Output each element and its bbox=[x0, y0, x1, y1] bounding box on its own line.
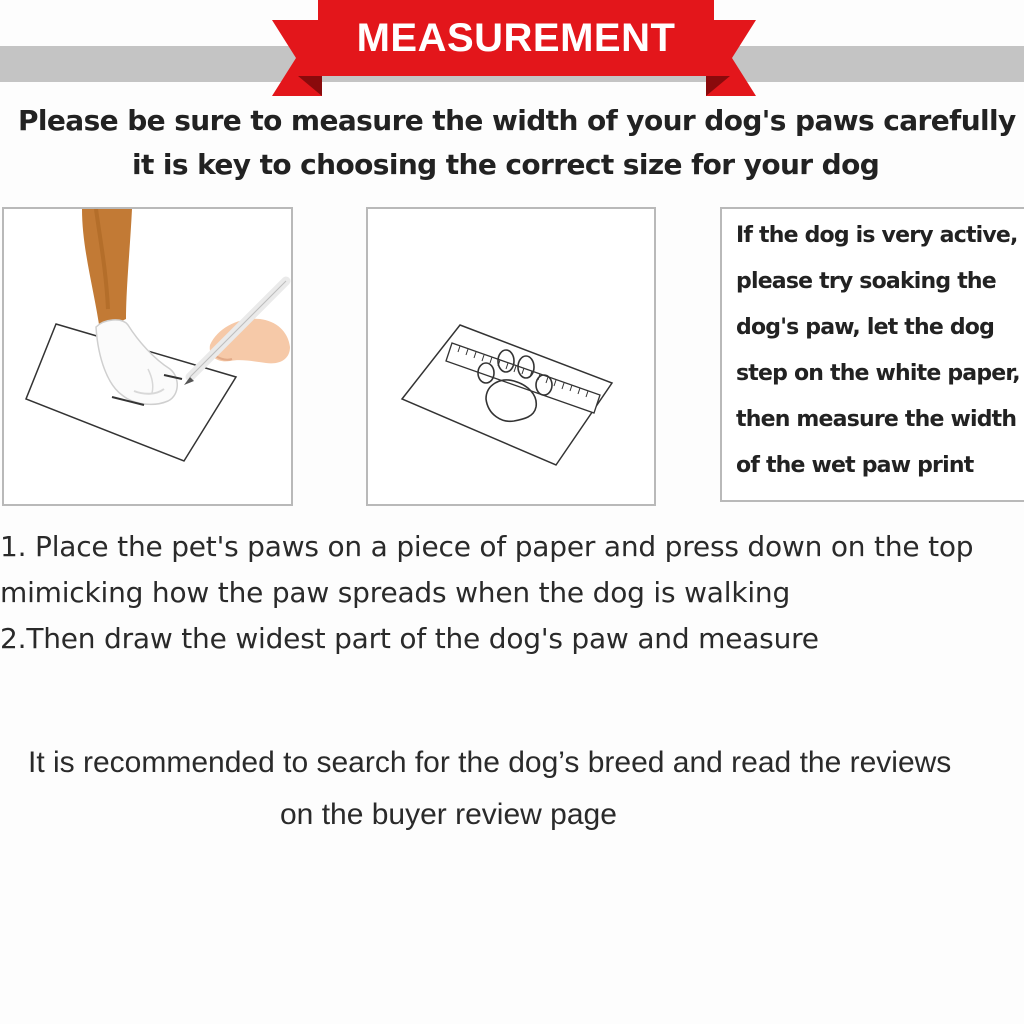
tip-line-5: then measure the width bbox=[736, 407, 1017, 432]
step-1-line-1: 1. Place the pet's paws on a piece of paper and press down on the top bbox=[0, 530, 974, 563]
recommendation-line-2: on the buyer review page bbox=[280, 798, 617, 831]
dog-paw-pen-illustration bbox=[4, 209, 291, 504]
tip-line-4: step on the white paper, bbox=[736, 361, 1020, 386]
tip-line-6: of the wet paw print bbox=[736, 453, 974, 478]
recommendation-line-1: It is recommended to search for the dog’s breed and read the reviews bbox=[28, 746, 952, 779]
step-2: 2.Then draw the widest part of the dog's paw and measure bbox=[0, 622, 819, 655]
banner-title: MEASUREMENT bbox=[356, 15, 676, 60]
tip-line-3: dog's paw, let the dog bbox=[736, 315, 995, 340]
illustration-panel-paw-print-ruler bbox=[366, 207, 656, 506]
illustration-panel-paw-on-paper bbox=[2, 207, 293, 506]
tip-panel bbox=[720, 207, 1024, 502]
tip-line-2: please try soaking the bbox=[736, 269, 996, 294]
tip-line-1: If the dog is very active, bbox=[736, 223, 1018, 248]
step-1-line-2: mimicking how the paw spreads when the dog is walking bbox=[0, 576, 791, 609]
headline-line-1: Please be sure to measure the width of your dog's paws carefully bbox=[18, 104, 1016, 137]
headline-line-2: it is key to choosing the correct size for your dog bbox=[132, 148, 880, 181]
paw-print-ruler-illustration bbox=[368, 209, 654, 504]
